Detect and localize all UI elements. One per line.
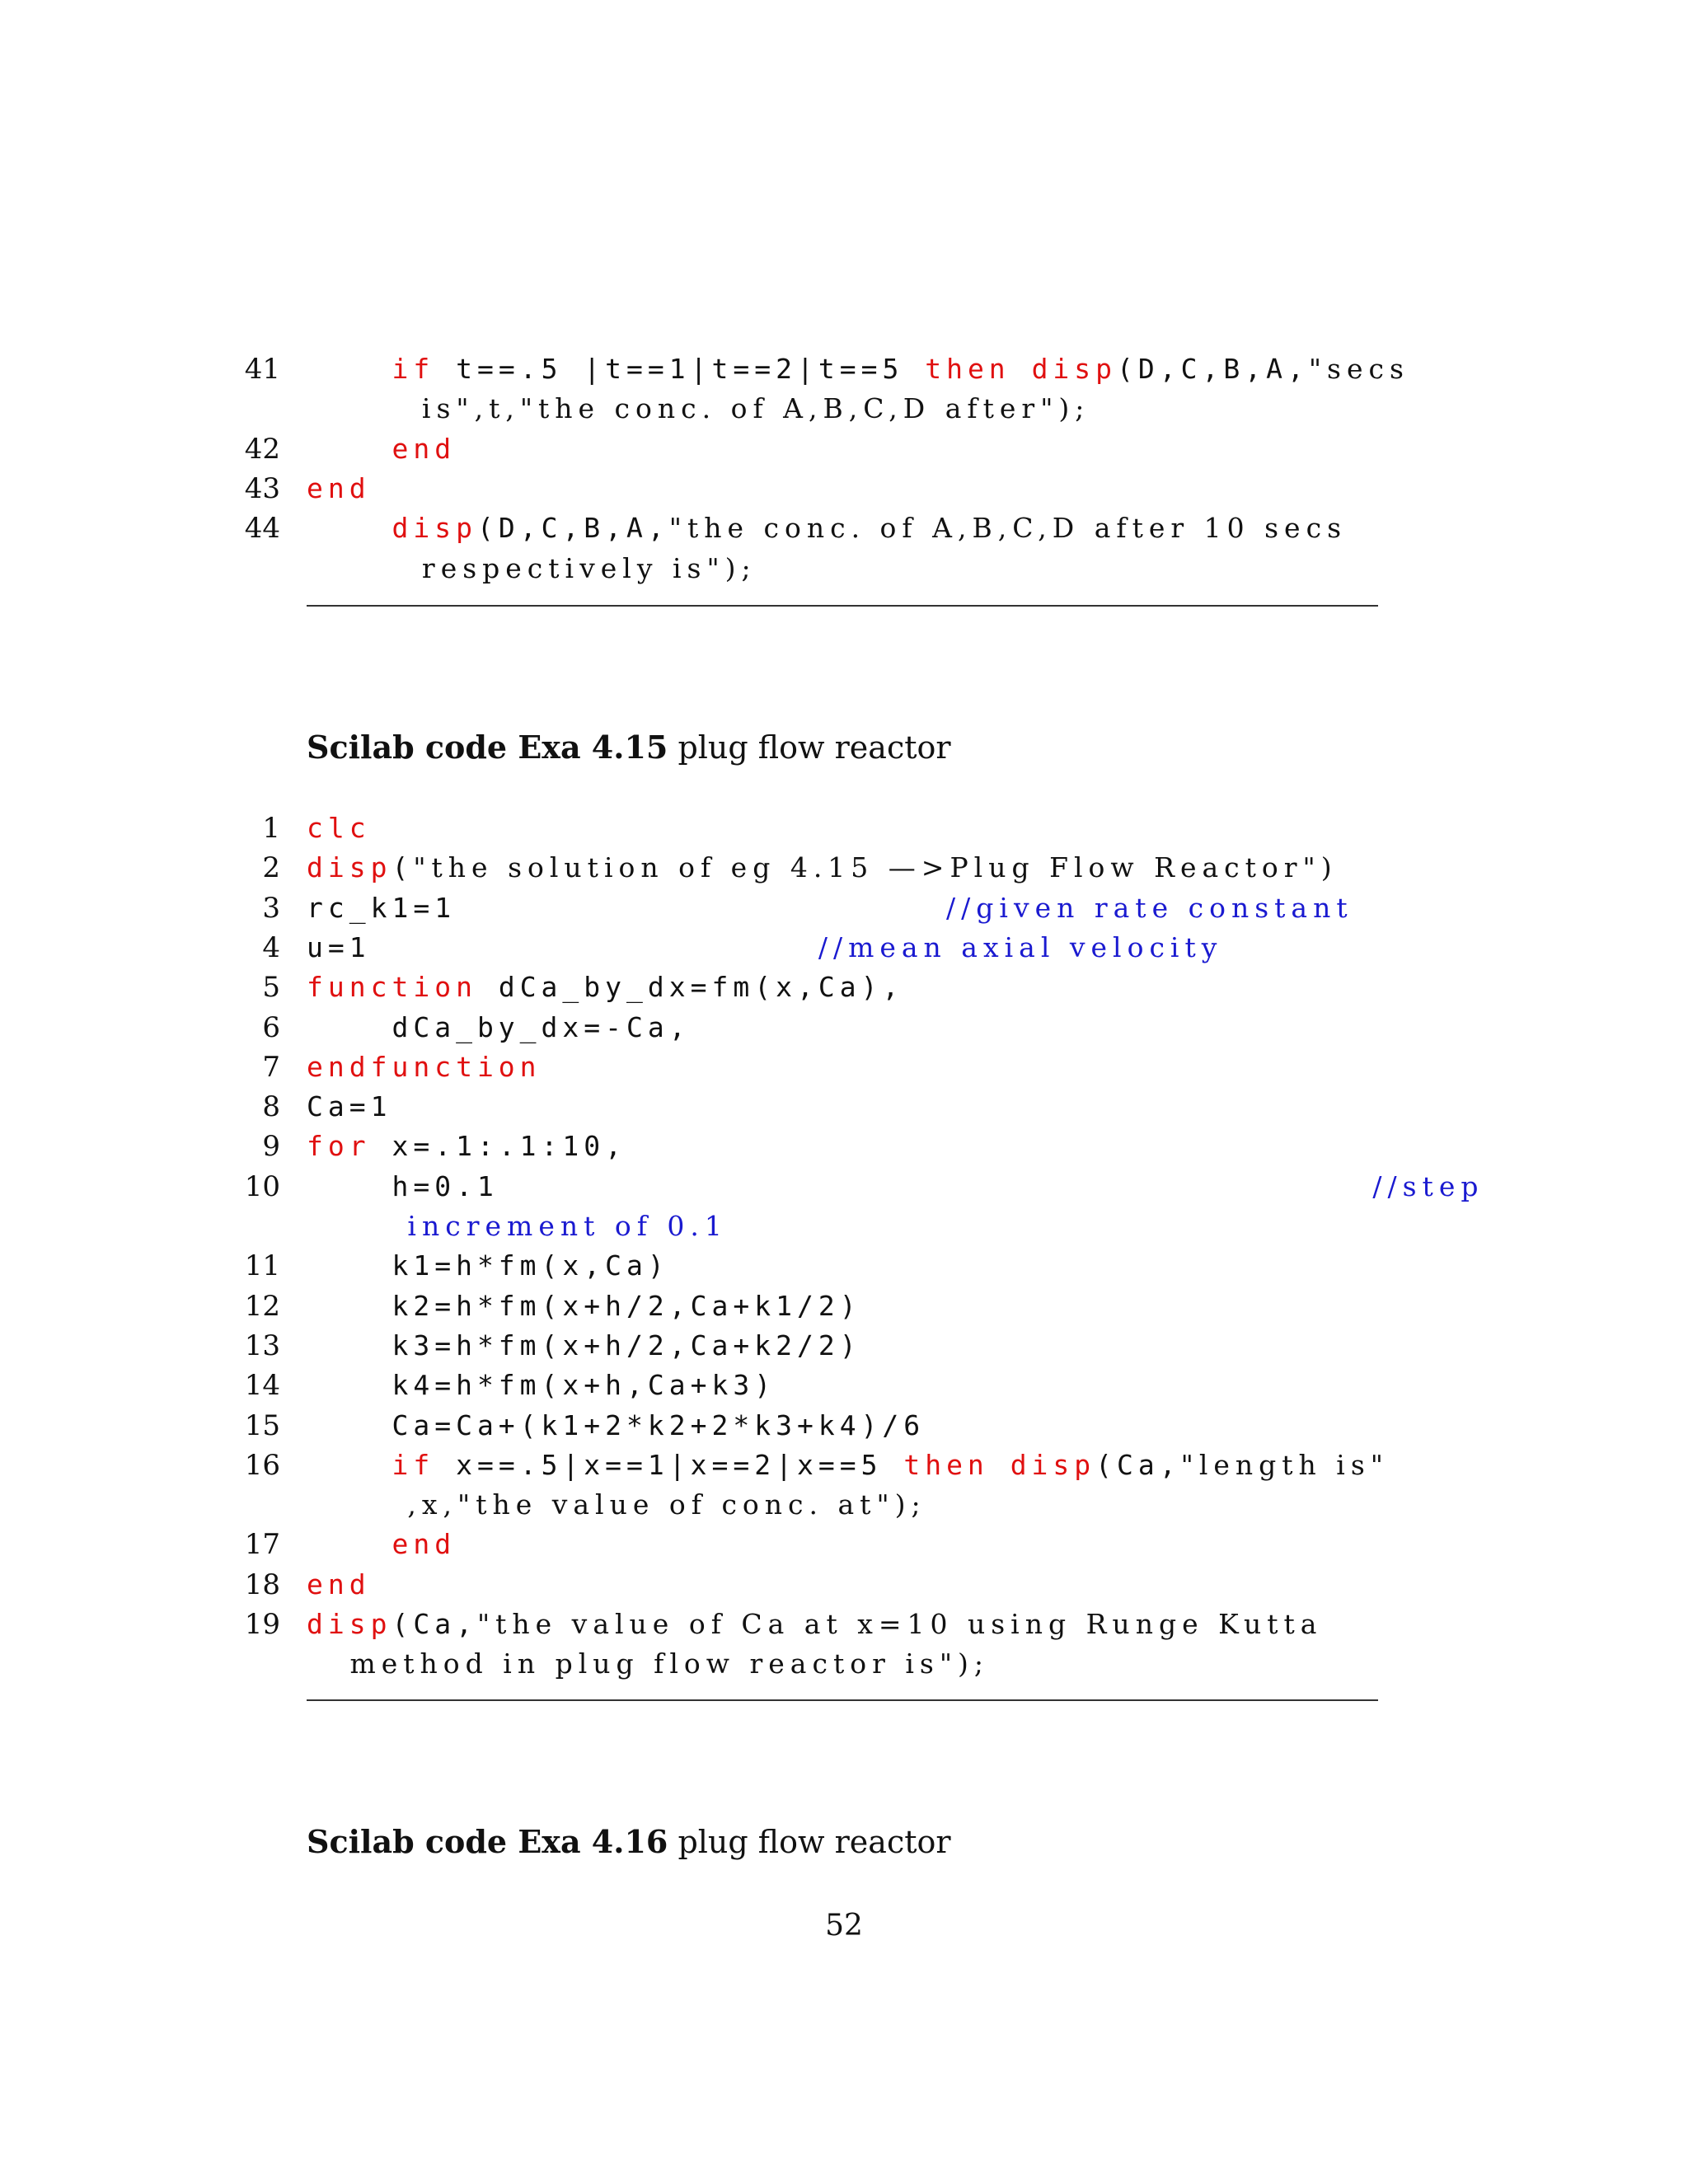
line-number: 8 <box>262 1090 280 1124</box>
listing-bottom-rule <box>307 1699 1378 1701</box>
line-number: 14 <box>244 1369 280 1403</box>
caption-label: Scilab code Exa 4.15 <box>307 729 668 766</box>
line-number: 44 <box>244 512 280 546</box>
code-line <box>0 1286 1688 1326</box>
code-line-continuation <box>0 1644 1688 1684</box>
code-token: h=0.1 <box>307 1169 1373 1202</box>
code-line <box>0 1008 1688 1047</box>
line-number: 19 <box>244 1608 280 1641</box>
code-line-continuation <box>0 549 1688 588</box>
code-text <box>307 1167 1484 1207</box>
code-string: "the conc. of A,B,C,D after 10 secs <box>668 512 1348 545</box>
code-token: dCa_by_dx=fm(x,Ca), <box>476 971 904 1004</box>
code-token: dCa_by_dx=-Ca, <box>307 1010 691 1043</box>
code-text <box>307 1246 669 1286</box>
code-text <box>307 1525 456 1564</box>
code-keyword: disp <box>392 512 477 545</box>
line-number: 1 <box>262 812 280 845</box>
code-line <box>0 509 1688 548</box>
code-token: u=1 <box>307 930 818 963</box>
code-keyword: disp <box>307 1608 392 1640</box>
code-string: method in plug flow reactor is"); <box>307 1647 990 1680</box>
code-line <box>0 469 1688 509</box>
code-line <box>0 968 1688 1007</box>
code-line <box>0 888 1688 928</box>
line-number: 13 <box>244 1329 280 1362</box>
code-text <box>307 888 1353 928</box>
code-line <box>0 349 1688 389</box>
code-keyword: if <box>392 353 435 385</box>
line-number: 9 <box>262 1130 280 1164</box>
code-text <box>307 469 371 509</box>
code-text <box>307 1565 371 1605</box>
code-keyword: end <box>307 471 371 504</box>
code-string: ,x,"the value of conc. at"); <box>307 1488 926 1521</box>
code-line <box>0 1446 1688 1485</box>
line-number: 41 <box>244 353 280 386</box>
code-comment: //step <box>1372 1169 1484 1202</box>
code-token <box>307 353 392 385</box>
code-string: respectively is"); <box>307 551 757 584</box>
code-keyword: disp <box>1010 1448 1096 1481</box>
code-keyword: end <box>392 432 457 465</box>
code-line <box>0 1525 1688 1564</box>
code-token <box>307 1528 392 1560</box>
code-token: t==.5 |t==1|t==2|t==5 <box>434 353 926 385</box>
listing-caption-4-16 <box>307 1821 951 1863</box>
code-line-continuation <box>0 389 1688 429</box>
code-text <box>307 1207 728 1246</box>
code-token: x=.1:.1:10, <box>370 1130 627 1163</box>
code-line <box>0 1087 1688 1127</box>
code-text <box>307 549 757 588</box>
code-text <box>307 1286 861 1326</box>
code-string: "the value of Ca at x=10 using Runge Kutta <box>476 1608 1323 1640</box>
code-token <box>989 1449 1010 1481</box>
code-text <box>307 1446 1389 1485</box>
code-token: (D,C,B,A, <box>1117 353 1309 385</box>
code-text <box>307 1366 776 1405</box>
code-line <box>0 808 1688 848</box>
code-line <box>0 928 1688 968</box>
code-token: k4=h*fm(x+h,Ca+k3) <box>307 1369 776 1402</box>
code-text <box>307 1644 989 1684</box>
code-keyword: disp <box>1031 353 1118 385</box>
code-token: (Ca, <box>1095 1448 1181 1481</box>
page-number: 52 <box>825 1909 863 1943</box>
code-text <box>307 1485 926 1525</box>
code-line <box>0 1047 1688 1087</box>
code-line <box>0 1565 1688 1605</box>
code-line <box>0 848 1688 888</box>
code-line <box>0 1366 1688 1405</box>
code-comment: increment of 0.1 <box>307 1210 728 1242</box>
listing-bottom-rule <box>307 605 1378 607</box>
code-string: "secs <box>1308 353 1409 385</box>
code-text <box>307 349 1409 389</box>
code-keyword: disp <box>307 851 392 884</box>
code-line <box>0 1246 1688 1286</box>
code-token: Ca=1 <box>307 1090 392 1123</box>
line-number: 11 <box>244 1249 280 1283</box>
code-string: "length is" <box>1180 1448 1389 1481</box>
code-token <box>307 433 392 465</box>
code-token: x==.5|x==1|x==2|x==5 <box>434 1448 904 1481</box>
line-number: 18 <box>244 1568 280 1601</box>
code-keyword: for <box>307 1130 371 1163</box>
line-number: 43 <box>244 471 280 505</box>
code-token: rc_k1=1 <box>307 891 947 924</box>
code-token: k3=h*fm(x+h/2,Ca+k2/2) <box>307 1329 861 1361</box>
listing-caption-4-15 <box>307 727 951 768</box>
code-comment: //given rate constant <box>946 891 1353 924</box>
line-number: 16 <box>244 1448 280 1482</box>
code-text <box>307 968 903 1007</box>
code-line <box>0 1406 1688 1446</box>
code-token <box>307 1449 392 1481</box>
code-line <box>0 1127 1688 1166</box>
line-number: 2 <box>262 851 280 885</box>
line-number: 17 <box>244 1528 280 1562</box>
code-text <box>307 1008 691 1047</box>
code-text <box>307 928 1222 968</box>
line-number: 4 <box>262 930 280 964</box>
code-keyword: then <box>903 1448 989 1481</box>
code-token: (Ca, <box>392 1608 477 1640</box>
line-number: 12 <box>244 1289 280 1323</box>
caption-title: plug flow reactor <box>678 729 951 766</box>
line-number: 10 <box>244 1169 280 1203</box>
code-text <box>307 1087 392 1127</box>
code-text <box>307 808 371 848</box>
code-line-continuation <box>0 1207 1688 1246</box>
code-line <box>0 1605 1688 1644</box>
code-keyword: end <box>307 1568 371 1601</box>
code-string: is",t,"the conc. of A,B,C,D after"); <box>307 392 1090 425</box>
code-line-continuation <box>0 1485 1688 1525</box>
line-number: 7 <box>262 1050 280 1084</box>
code-text <box>307 389 1090 429</box>
code-keyword: function <box>307 971 477 1004</box>
code-line <box>0 1326 1688 1366</box>
line-number: 15 <box>244 1408 280 1442</box>
caption-label: Scilab code Exa 4.16 <box>307 1823 668 1860</box>
code-keyword: end <box>392 1528 457 1561</box>
code-token: k2=h*fm(x+h/2,Ca+k1/2) <box>307 1289 861 1322</box>
code-text <box>307 1326 861 1366</box>
line-number: 3 <box>262 891 280 925</box>
line-number: 6 <box>262 1010 280 1044</box>
code-token: Ca=Ca+(k1+2*k2+2*k3+k4)/6 <box>307 1408 926 1441</box>
code-line <box>0 429 1688 469</box>
code-text <box>307 429 456 469</box>
code-line <box>0 1167 1688 1207</box>
code-text <box>307 1406 925 1446</box>
code-token <box>307 512 392 544</box>
code-keyword: clc <box>307 812 371 844</box>
code-string: "the solution of eg 4.15 —>Plug Flow Reactor") <box>413 851 1338 884</box>
code-keyword: if <box>392 1448 435 1481</box>
code-text <box>307 1605 1322 1644</box>
code-text <box>307 1047 542 1087</box>
code-token: k1=h*fm(x,Ca) <box>307 1249 669 1282</box>
caption-title: plug flow reactor <box>678 1824 951 1860</box>
line-number: 42 <box>244 432 280 466</box>
code-token: ( <box>392 851 414 884</box>
code-comment: //mean axial velocity <box>818 930 1223 963</box>
line-number: 5 <box>262 971 280 1005</box>
code-keyword: then <box>925 353 1010 385</box>
code-text <box>307 848 1338 888</box>
code-token: (D,C,B,A, <box>476 512 669 545</box>
code-token <box>1010 353 1032 385</box>
code-text <box>307 509 1347 548</box>
code-keyword: endfunction <box>307 1050 542 1083</box>
code-text <box>307 1127 626 1166</box>
